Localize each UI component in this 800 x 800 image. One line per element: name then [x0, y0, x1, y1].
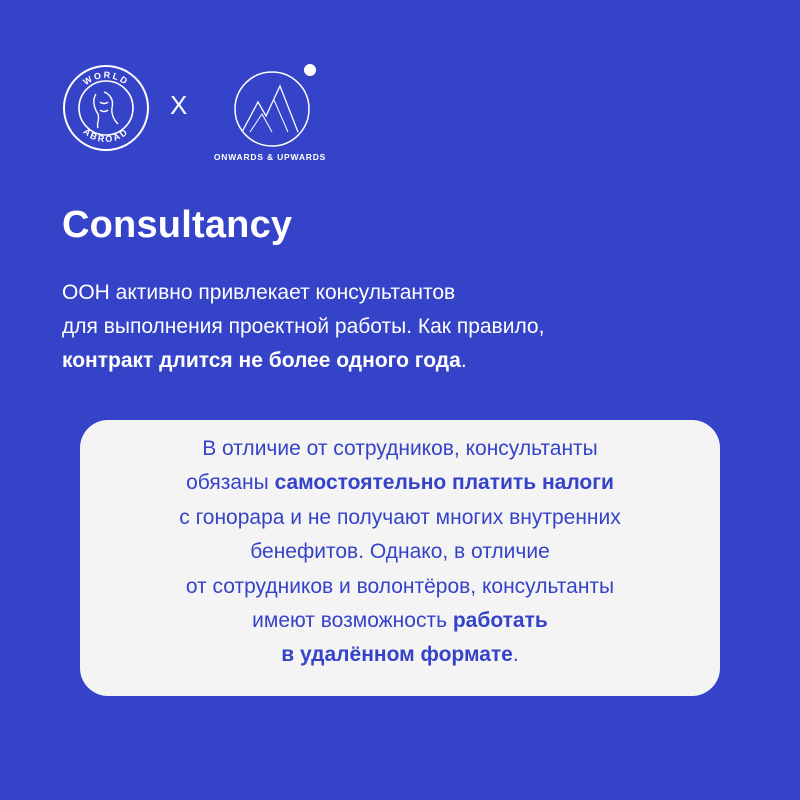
svg-text:WORLD	[81, 70, 130, 87]
card-line	[80, 604, 720, 638]
svg-text:ABROAD	[81, 126, 130, 144]
card-period: .	[512, 643, 519, 667]
card-bold-text: работать	[452, 609, 548, 633]
card-line	[80, 638, 720, 672]
info-card	[80, 420, 720, 696]
card-line: бенефитов. Однако, в отличие	[250, 540, 550, 564]
card-text-span: имеют возможность	[252, 609, 453, 633]
card-line: от сотрудников и волонтёров, консультанты	[185, 574, 615, 598]
card-text	[80, 432, 720, 673]
card-bold-text: самостоятельно платить налоги	[274, 471, 614, 495]
intro-line: ООН активно привлекает консультантов	[62, 281, 456, 304]
page-title: Consultancy	[62, 204, 293, 246]
world-abroad-logo	[62, 64, 150, 152]
logo-separator: X	[170, 90, 188, 120]
card-line: с гонорара и не получают многих внутренних	[179, 505, 621, 529]
intro-line	[62, 344, 742, 378]
intro-line: для выполнения проектной работы. Как правило,	[62, 315, 545, 338]
card-line	[80, 466, 720, 500]
card-text-span: обязаны	[186, 471, 275, 495]
intro-bold-text: контракт длится не более одного года	[62, 349, 461, 372]
onwards-upwards-text: ONWARDS & UPWARDS	[213, 152, 327, 162]
logo-text-top: WORLD	[81, 69, 131, 88]
card-bold-text: в удалённом формате	[281, 643, 513, 667]
intro-period: .	[460, 349, 467, 372]
intro-paragraph	[62, 276, 742, 378]
logo-text-bottom: ABROAD	[81, 126, 131, 145]
card-line: В отличие от сотрудников, консультанты	[202, 437, 598, 460]
